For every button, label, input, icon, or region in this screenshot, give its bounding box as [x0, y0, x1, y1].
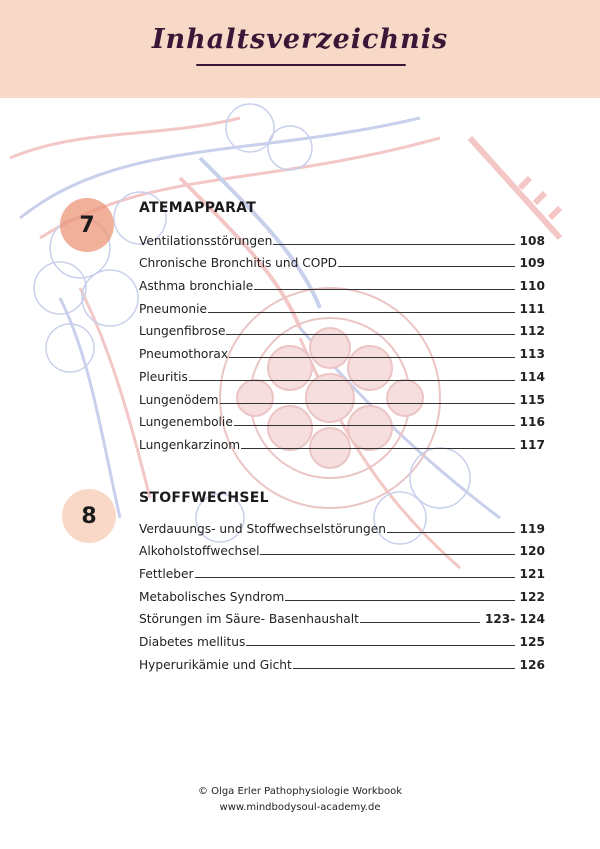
toc-entry-label: Lungenfibrose — [139, 324, 226, 339]
toc-leader-line — [254, 288, 514, 290]
section-title: ATEMAPPARAT — [139, 200, 257, 216]
toc-leader-line — [241, 447, 514, 449]
toc-leader-line — [273, 243, 514, 245]
toc-entry[interactable] — [139, 293, 545, 316]
toc-entry[interactable] — [139, 407, 545, 430]
toc-entry-label: Lungenkarzinom — [139, 437, 241, 452]
toc-page-number: 111 — [519, 301, 545, 316]
title-underline — [196, 64, 406, 66]
toc-entry[interactable] — [139, 513, 545, 536]
section-title: STOFFWECHSEL — [139, 490, 269, 506]
toc-entry[interactable] — [139, 361, 545, 384]
toc-entry-label: Lungenödem — [139, 392, 219, 407]
website-link[interactable]: www.mindbodysoul-academy.de — [219, 802, 381, 813]
toc-leader-line — [229, 356, 514, 358]
toc-entry[interactable] — [139, 558, 545, 581]
toc-leader-line — [246, 644, 514, 646]
copyright-text: © Olga Erler Pathophysiologie Workbook — [198, 786, 402, 797]
toc-leader-line — [360, 621, 480, 623]
toc-leader-line — [285, 599, 514, 601]
toc-entry[interactable] — [139, 316, 545, 339]
toc-leader-line — [260, 553, 514, 555]
header-banner — [0, 0, 600, 98]
toc-page-number: 113 — [519, 347, 545, 362]
toc-page-number: 115 — [519, 392, 545, 407]
toc-page-number: 121 — [519, 567, 545, 582]
toc-entry-label: Asthma bronchiale — [139, 279, 254, 294]
toc-leader-line — [338, 265, 514, 267]
toc-page-number: 112 — [519, 324, 545, 339]
toc-entry[interactable] — [139, 225, 545, 248]
toc-entry-label: Pleuritis — [139, 369, 188, 384]
toc-page-number: 122 — [519, 589, 545, 604]
toc-entry[interactable] — [139, 429, 545, 452]
toc-page-number: 114 — [519, 369, 545, 384]
toc-entry-label: Diabetes mellitus — [139, 635, 246, 650]
toc-entry[interactable] — [139, 384, 545, 407]
toc-entry-label: Fettleber — [139, 567, 194, 582]
toc-leader-line — [226, 333, 514, 335]
toc-entry-label: Verdauungs- und Stoffwechselstörungen — [139, 521, 386, 536]
toc-entry[interactable] — [139, 270, 545, 293]
toc-page-number: 109 — [519, 256, 545, 271]
page-title: Inhaltsverzeichnis — [151, 24, 449, 55]
toc-entry-label: Störungen im Säure- Basenhaushalt — [139, 612, 359, 627]
toc-page-number: 110 — [519, 279, 545, 294]
toc-leader-line — [220, 402, 515, 404]
toc-entry-label: Chronische Bronchitis und COPD — [139, 256, 338, 271]
toc-entry-label: Metabolisches Syndrom — [139, 589, 285, 604]
toc-entry[interactable] — [139, 604, 545, 627]
toc-leader-line — [234, 424, 515, 426]
section-number-badge: 8 — [62, 489, 116, 543]
toc-leader-line — [195, 576, 515, 578]
toc-page-number: 125 — [519, 635, 545, 650]
toc-page-number: 119 — [519, 521, 545, 536]
toc-leader-line — [293, 667, 515, 669]
toc-entry[interactable] — [139, 338, 545, 361]
toc-page-number: 116 — [519, 415, 545, 430]
toc-leader-line — [189, 379, 515, 381]
toc-entry-label: Ventilationsstörungen — [139, 233, 273, 248]
toc-page-number: 126 — [519, 657, 545, 672]
toc-list-stoffwechsel — [139, 513, 545, 672]
toc-entry-label: Lungenembolie — [139, 415, 233, 430]
toc-page-number: 108 — [519, 233, 545, 248]
toc-entry-label: Hyperurikämie und Gicht — [139, 657, 292, 672]
toc-list-atemapparat — [139, 225, 545, 452]
toc-entry-label: Alkoholstoffwechsel — [139, 544, 260, 559]
toc-entry[interactable] — [139, 626, 545, 649]
toc-entry[interactable] — [139, 248, 545, 271]
toc-entry-label: Pneumonie — [139, 301, 208, 316]
toc-leader-line — [387, 531, 515, 533]
toc-page-number: 123- 124 — [484, 612, 545, 627]
footer — [0, 784, 600, 816]
toc-page-number: 120 — [519, 544, 545, 559]
section-number-badge: 7 — [60, 198, 114, 252]
toc-page-number: 117 — [519, 437, 545, 452]
toc-leader-line — [208, 311, 515, 313]
toc-entry[interactable] — [139, 649, 545, 672]
toc-entry-label: Pneumothorax — [139, 347, 229, 362]
toc-entry[interactable] — [139, 581, 545, 604]
toc-entry[interactable] — [139, 536, 545, 559]
